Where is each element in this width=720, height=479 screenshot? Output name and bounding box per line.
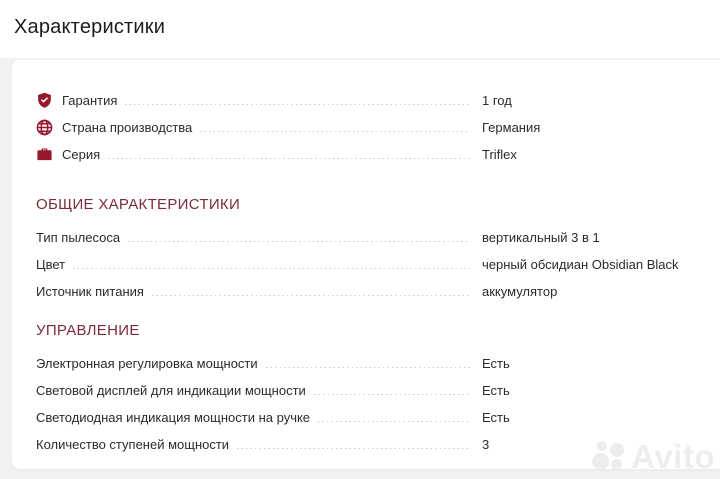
dotted-leader [318,421,470,423]
spec-row [36,251,704,278]
spec-value: аккумулятор [482,284,558,299]
spec-value: Triflex [482,147,517,162]
dotted-leader [314,394,470,396]
spec-row [36,141,704,168]
spec-value: Есть [482,410,510,425]
dotted-leader [125,104,470,106]
spec-row [36,404,704,431]
content-background [0,58,720,479]
spec-value: вертикальный 3 в 1 [482,230,600,245]
avito-watermark-text: Avito [631,438,715,475]
spec-row [36,87,704,114]
spec-value: Германия [482,120,541,135]
dotted-leader [237,448,470,450]
page-header [0,0,720,58]
section [36,322,704,458]
characteristics-card [12,60,720,469]
dotted-leader [128,241,470,243]
spec-row [36,114,704,141]
spec-value: черный обсидиан Obsidian Black [482,257,679,272]
section-rows [36,350,704,458]
page-title: Характеристики [14,16,166,38]
section-rows [36,224,704,305]
spec-row [36,350,704,377]
spec-label: Страна производства [62,120,193,135]
shield-check-icon [36,92,53,109]
dotted-leader [266,367,470,369]
spec-label: Цвет [36,257,66,272]
sections [36,196,704,458]
spec-value: 1 год [482,93,512,108]
globe-icon [36,119,53,136]
spec-label: Гарантия [62,93,118,108]
spec-row [36,224,704,251]
spec-label: Количество ступеней мощности [36,437,230,452]
section-title: УПРАВЛЕНИЕ [36,322,140,339]
spec-label: Электронная регулировка мощности [36,356,258,371]
spec-label: Световой дисплей для индикации мощности [36,383,306,398]
dotted-leader [73,268,470,270]
spec-label: Серия [62,147,101,162]
dotted-leader [108,158,470,160]
spec-label: Светодиодная индикация мощности на ручке [36,410,311,425]
spec-value: 3 [482,437,490,452]
section [36,196,704,305]
dotted-leader [152,295,470,297]
spec-value: Есть [482,383,510,398]
spec-label: Тип пылесоса [36,230,121,245]
section-title: ОБЩИЕ ХАРАКТЕРИСТИКИ [36,196,241,213]
highlight-rows [36,87,704,168]
spec-value: Есть [482,356,510,371]
spec-label: Источник питания [36,284,144,299]
case-icon [36,146,53,163]
spec-row [36,278,704,305]
dotted-leader [200,131,470,133]
spec-row [36,377,704,404]
spec-row [36,431,704,458]
